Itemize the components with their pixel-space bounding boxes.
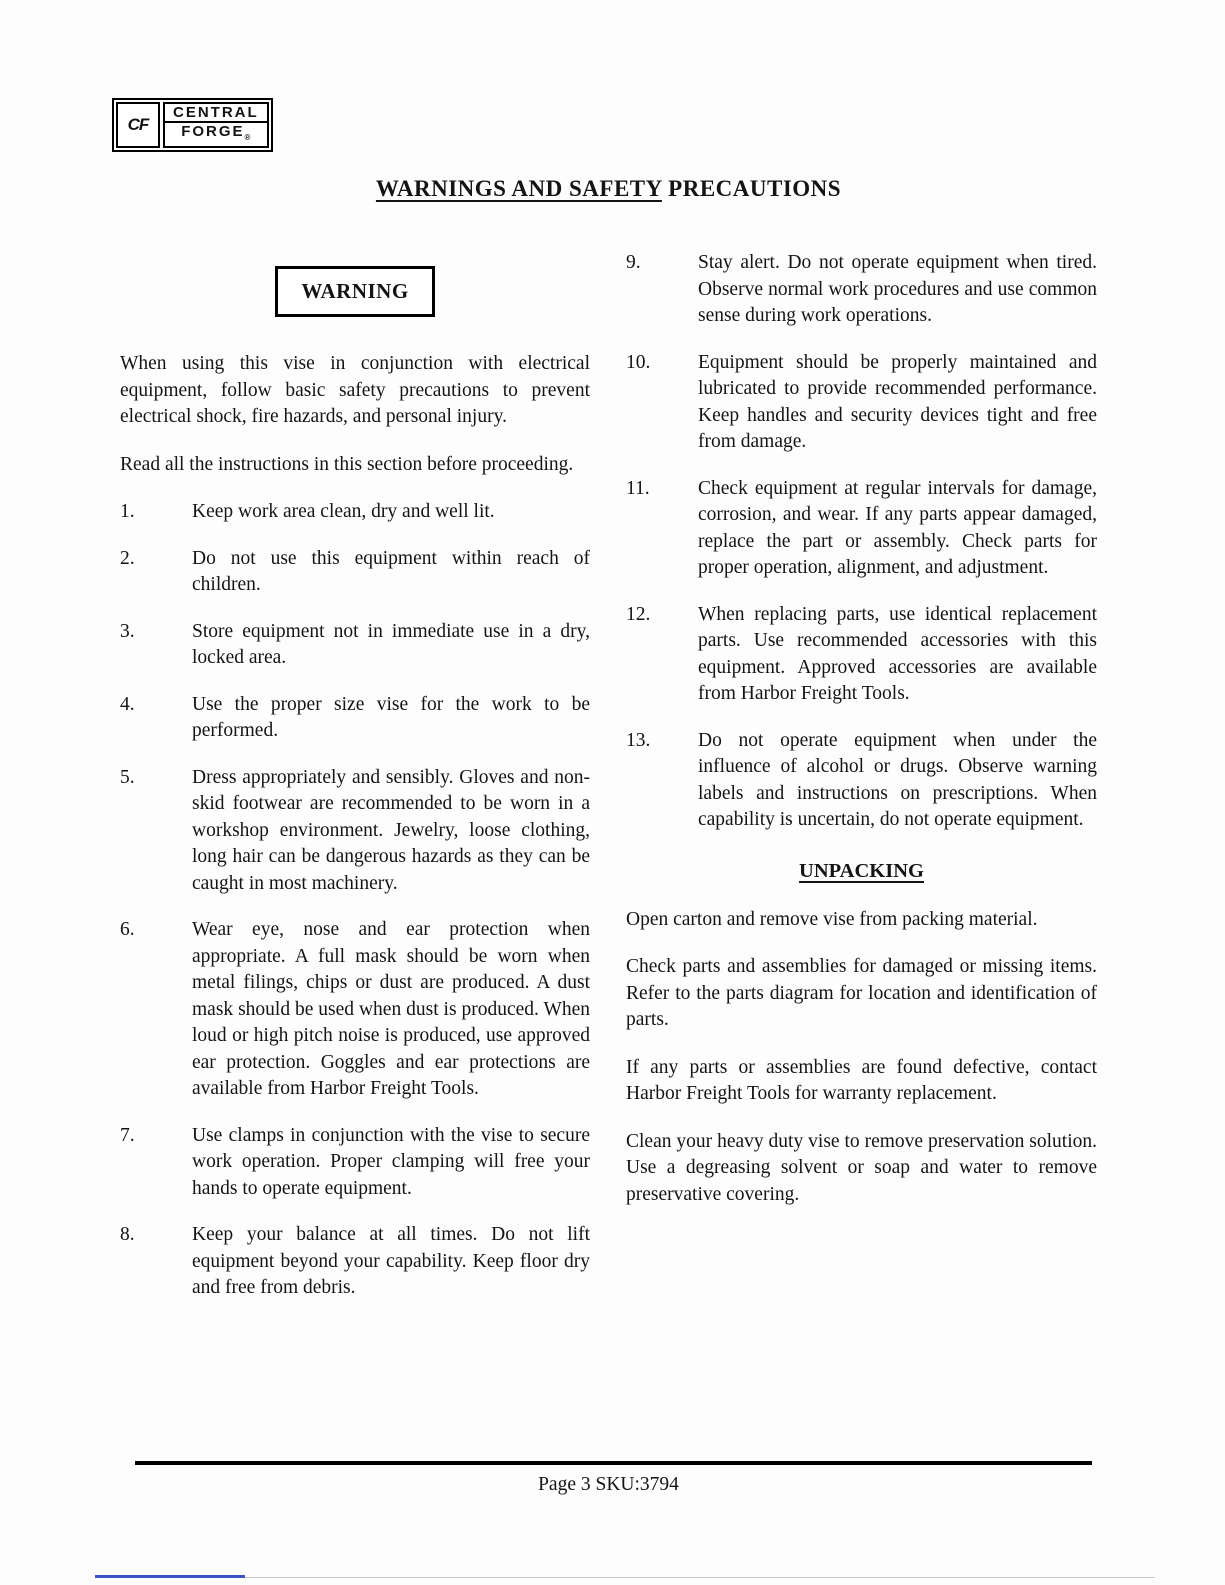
list-item-6 xyxy=(120,917,590,1103)
list-item-2 xyxy=(120,546,590,599)
right-column xyxy=(626,250,1097,1322)
warning-box xyxy=(275,266,435,317)
list-item-text: Use clamps in conjunction with the vise to secure work operation. Proper clamping will free your hands to operate equipment. xyxy=(192,1124,590,1199)
page-footer: Page 3 SKU:3794 xyxy=(538,1474,679,1495)
list-item-text: Do not operate equipment when under the influence of alcohol or drugs. Observe warning labels and instructions on prescriptions. When capability is uncertain, do not operate equipment. xyxy=(698,729,1097,831)
unpacking-heading: UNPACKING xyxy=(799,859,924,882)
list-item-text: Stay alert. Do not operate equipment when tired. Observe normal work procedures and use common sense during work operations. xyxy=(698,252,1097,327)
list-item-number: 2. xyxy=(120,547,135,569)
list-item-number: 10. xyxy=(626,351,651,373)
list-item-number: 11. xyxy=(626,477,650,499)
registered-mark: ® xyxy=(244,133,251,142)
list-item-number: 1. xyxy=(120,501,135,523)
list-item-4 xyxy=(120,692,590,745)
central-forge-logo xyxy=(112,98,273,152)
central-forge-emblem-icon xyxy=(116,102,160,148)
list-item-number: 6. xyxy=(120,919,135,941)
list-item-number: 5. xyxy=(120,766,135,788)
list-item-number: 4. xyxy=(120,693,135,715)
logo-text-central: CENTRAL xyxy=(163,102,269,123)
two-column-layout xyxy=(120,250,1097,1322)
list-item-text: Keep work area clean, dry and well lit. xyxy=(192,501,495,523)
list-item-text: Check equipment at regular intervals for damage, corrosion, and wear. If any parts appear damaged, replace the part or assembly. Check parts for proper operation, alignment, and adjustment. xyxy=(698,477,1097,579)
list-item-1 xyxy=(120,499,590,526)
scan-artifact-blue-line xyxy=(95,1575,245,1578)
emblem-letters: CF xyxy=(127,115,149,134)
list-item-3 xyxy=(120,619,590,672)
list-item-9 xyxy=(626,250,1097,330)
list-item-13 xyxy=(626,728,1097,834)
logo-text xyxy=(163,102,269,148)
list-item-text: Use the proper size vise for the work to be performed. xyxy=(192,693,590,742)
unpacking-paragraph-3: If any parts or assemblies are found defective, contact Harbor Freight Tools for warranty replacement. xyxy=(626,1056,1097,1105)
unpacking-paragraph-1: Open carton and remove vise from packing material. xyxy=(626,908,1038,930)
list-item-text: Wear eye, nose and ear protection when appropriate. A full mask should be worn when metal filings, chips or dust are produced. A dust mask should be used when dust is produced. When loud or high pitch noise is produced, use approved ear protection. Goggles and ear protections are available from Harbor Freight Tools. xyxy=(192,919,590,1100)
list-item-number: 12. xyxy=(626,603,651,625)
warning-box-label: WARNING xyxy=(301,279,409,303)
list-item-12 xyxy=(626,602,1097,708)
page-title xyxy=(120,176,1097,202)
list-item-number: 13. xyxy=(626,729,651,751)
footer-rule xyxy=(135,1461,1092,1465)
logo-forge-word: FORGE xyxy=(181,123,245,140)
intro-paragraph-2: Read all the instructions in this section before proceeding. xyxy=(120,453,574,475)
list-item-number: 8. xyxy=(120,1224,135,1246)
list-item-text: When replacing parts, use identical replacement parts. Use recommended accessories with this equipment. Approved accessories are available from Harbor Freight Tools. xyxy=(698,603,1097,705)
list-item-7 xyxy=(120,1123,590,1203)
list-item-5 xyxy=(120,765,590,898)
list-item-text: Keep your balance at all times. Do not lift equipment beyond your capability. Keep floor dry and free from debris. xyxy=(192,1224,590,1299)
list-item-11 xyxy=(626,476,1097,582)
page-title-rest: PRECAUTIONS xyxy=(661,176,842,201)
list-item-number: 7. xyxy=(120,1124,135,1146)
list-item-number: 3. xyxy=(120,620,135,642)
left-column xyxy=(120,250,590,1322)
unpacking-paragraph-4: Clean your heavy duty vise to remove preservation solution. Use a degreasing solvent or soap and water to remove preservative covering. xyxy=(626,1130,1097,1205)
list-item-text: Store equipment not in immediate use in a dry, locked area. xyxy=(192,620,590,669)
unpacking-paragraph-2: Check parts and assemblies for damaged or missing items. Refer to the parts diagram for location and identification of parts. xyxy=(626,956,1097,1031)
list-item-text: Do not use this equipment within reach of children. xyxy=(192,547,590,596)
intro-paragraph-1: When using this vise in conjunction with electrical equipment, follow basic safety precautions to prevent electrical shock, fire hazards, and personal injury. xyxy=(120,353,590,428)
logo-text-forge xyxy=(163,123,269,148)
list-item-10 xyxy=(626,350,1097,456)
list-item-8 xyxy=(120,1222,590,1302)
page-title-underlined: WARNINGS AND SAFETY xyxy=(375,176,662,201)
list-item-text: Equipment should be properly maintained and lubricated to provide recommended performance. Keep handles and security devices tight and free from damage. xyxy=(698,351,1097,453)
scan-artifact-line xyxy=(95,1577,1155,1578)
list-item-text: Dress appropriately and sensibly. Gloves and non-skid footwear are recommended to be worn in a workshop environment. Jewelry, loose clothing, long hair can be dangerous hazards as they can be caught in most machinery. xyxy=(192,766,590,894)
list-item-number: 9. xyxy=(626,252,641,273)
